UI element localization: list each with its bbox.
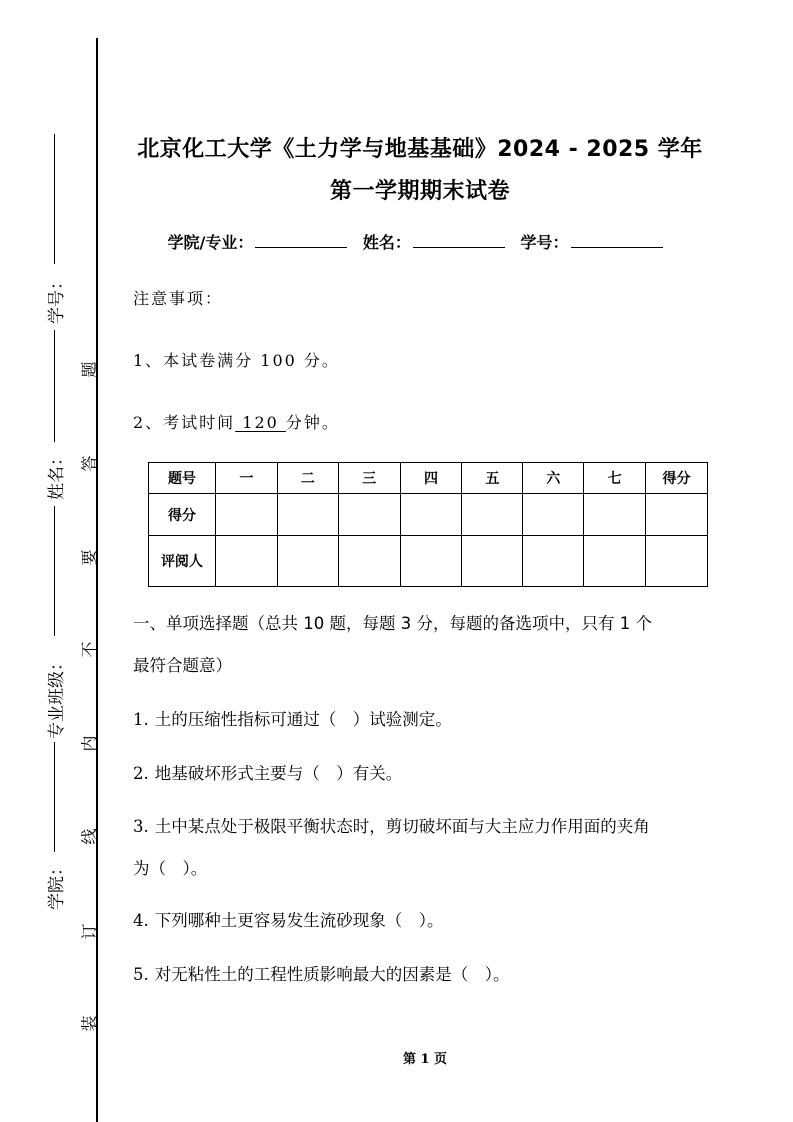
grader-cell[interactable] xyxy=(400,536,462,587)
note-item-2-prefix: 2、考试时间 xyxy=(133,413,236,432)
exam-duration-value: 120 xyxy=(235,413,286,432)
section-heading-line1: 一、单项选择题（总共 10 题，每题 3 分，每题的备选项中，只有 1 个 xyxy=(133,614,652,633)
header-cell: 五 xyxy=(462,463,523,494)
notes-heading: 注意事项： xyxy=(133,289,224,308)
score-row xyxy=(149,494,708,536)
score-cell[interactable] xyxy=(584,494,646,536)
header-cell: 四 xyxy=(400,463,462,494)
student-id-blank[interactable] xyxy=(571,233,663,248)
question-text: 土中某点处于极限平衡状态时，剪切破坏面与大主应力作用面的夹角 xyxy=(154,817,650,836)
seal-text-char: 线 xyxy=(79,828,99,845)
question-text: 对无粘性土的工程性质影响最大的因素是（ ）。 xyxy=(154,965,510,984)
name-side-label: 姓名： xyxy=(46,448,67,500)
row-label: 得分 xyxy=(149,494,216,536)
question-3 xyxy=(133,813,650,837)
grader-cell[interactable] xyxy=(338,536,400,587)
score-cell[interactable] xyxy=(646,494,708,536)
page-number: 第 1 页 xyxy=(402,1052,448,1067)
header-cell: 七 xyxy=(584,463,646,494)
score-cell[interactable] xyxy=(215,494,277,536)
header-cell: 六 xyxy=(523,463,584,494)
question-text: 下列哪种土更容易发生流砂现象（ ）。 xyxy=(154,911,444,930)
seal-text-char: 装 xyxy=(79,1015,99,1032)
section-heading-line2: 最符合题意） xyxy=(133,656,232,675)
header-cell: 二 xyxy=(277,463,338,494)
grader-row xyxy=(149,536,708,587)
exam-title-line1: 北京化工大学《土力学与地基基础》2024 - 2025 学年 xyxy=(137,137,703,162)
student-id-side-line xyxy=(54,330,55,442)
grader-cell[interactable] xyxy=(523,536,584,587)
question-4 xyxy=(133,907,444,931)
question-number: 1. xyxy=(133,710,149,729)
binding-line xyxy=(96,38,98,1122)
name-label: 姓名： xyxy=(362,233,411,252)
note-item-2-suffix: 分钟。 xyxy=(285,413,340,432)
question-number: 2. xyxy=(133,764,149,783)
question-2 xyxy=(133,760,402,784)
field-line xyxy=(54,134,55,264)
class-side-line xyxy=(54,742,55,852)
seal-text-char: 订 xyxy=(79,923,99,940)
exam-title-line2: 第一学期期末试卷 xyxy=(329,179,510,204)
student-id-label: 学号： xyxy=(520,233,569,252)
seal-text-char: 要 xyxy=(79,549,99,566)
question-3-continuation: 为（ ）。 xyxy=(133,859,208,878)
note-item-2 xyxy=(133,410,340,433)
header-cell: 题号 xyxy=(149,463,216,494)
college-side-label: 学院： xyxy=(46,858,67,910)
student-id-side-label: 学号： xyxy=(46,272,67,324)
name-side-line xyxy=(54,506,55,636)
college-major-blank[interactable] xyxy=(255,233,347,248)
score-cell[interactable] xyxy=(523,494,584,536)
seal-text-char: 题 xyxy=(79,361,99,378)
score-table xyxy=(148,462,708,587)
grader-cell[interactable] xyxy=(584,536,646,587)
question-text: 地基破坏形式主要与（ ）有关。 xyxy=(154,764,403,783)
score-cell[interactable] xyxy=(277,494,338,536)
seal-text-char: 答 xyxy=(79,455,99,472)
header-cell: 一 xyxy=(215,463,277,494)
grader-cell[interactable] xyxy=(462,536,523,587)
question-text: 土的压缩性指标可通过（ ）试验测定。 xyxy=(154,710,452,729)
college-major-label: 学院/专业： xyxy=(167,233,254,252)
grader-cell[interactable] xyxy=(646,536,708,587)
score-cell[interactable] xyxy=(400,494,462,536)
note-item-1: 1、本试卷满分 100 分。 xyxy=(133,351,340,370)
question-number: 3. xyxy=(133,817,149,836)
score-cell[interactable] xyxy=(338,494,400,536)
score-table-header-row xyxy=(149,463,708,494)
class-side-label: 专业班级： xyxy=(46,653,67,739)
name-blank[interactable] xyxy=(413,233,505,248)
grader-cell[interactable] xyxy=(277,536,338,587)
question-number: 5. xyxy=(133,965,149,984)
grader-cell[interactable] xyxy=(215,536,277,587)
question-1 xyxy=(133,706,452,730)
header-cell: 三 xyxy=(338,463,400,494)
question-5 xyxy=(133,961,510,985)
header-cell: 得分 xyxy=(646,463,708,494)
seal-text-char: 不 xyxy=(79,641,99,658)
row-label: 评阅人 xyxy=(149,536,216,587)
question-number: 4. xyxy=(133,911,149,930)
seal-text-char: 内 xyxy=(79,735,99,752)
score-cell[interactable] xyxy=(462,494,523,536)
student-info-row xyxy=(120,230,720,253)
